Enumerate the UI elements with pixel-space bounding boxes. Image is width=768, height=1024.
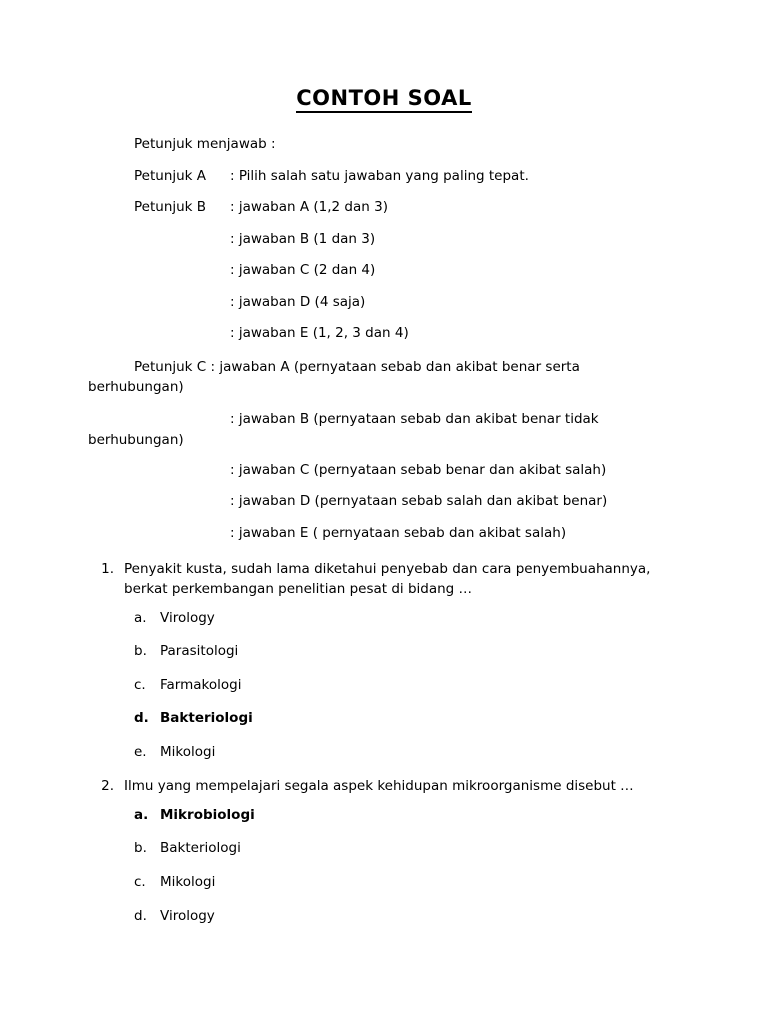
- option-item[interactable]: [134, 840, 680, 858]
- question-2-row: [88, 777, 680, 797]
- instruction-label-c: Petunjuk C: [134, 358, 207, 375]
- instruction-value-c5: : jawaban E ( pernyataan sebab dan akibat salah): [230, 524, 567, 541]
- instruction-value-b3: : jawaban C (2 dan 4): [230, 262, 376, 279]
- instruction-value-c4: : jawaban D (pernyataan sebab salah dan akibat benar): [230, 493, 608, 510]
- option-text: Mikrobiologi: [160, 806, 255, 823]
- question-2-number: 2.: [101, 778, 114, 795]
- question-2-options: [134, 807, 680, 925]
- instruction-value-c-second: : jawaban B (pernyataan sebab dan akibat benar tidak: [230, 411, 599, 428]
- instruction-value-c-first-cont: berhubungan): [88, 379, 184, 396]
- question-list: [88, 560, 680, 925]
- instructions-block: [134, 136, 680, 343]
- question-1-row: [88, 560, 680, 599]
- option-letter: b.: [134, 643, 147, 660]
- question-item-1: [88, 560, 680, 761]
- page-title: [88, 86, 680, 110]
- question-1-options: [134, 610, 680, 762]
- instruction-value-b: : jawaban A (1,2 dan 3): [230, 199, 388, 216]
- question-2-text: Ilmu yang mempelajari segala aspek kehidupan mikroorganisme disebut …: [124, 778, 634, 795]
- option-text: Bakteriologi: [160, 710, 253, 727]
- instruction-row-b: [134, 199, 680, 217]
- instruction-value-b4: : jawaban D (4 saja): [230, 293, 366, 310]
- instruction-value-b5: : jawaban E (1, 2, 3 dan 4): [230, 325, 409, 342]
- instruction-value-c-second-cont: berhubungan): [88, 431, 184, 448]
- option-text: Virology: [160, 907, 215, 924]
- option-letter: a.: [134, 806, 149, 823]
- instruction-label-b: Petunjuk B: [134, 199, 207, 216]
- instruction-row-c2: [88, 409, 680, 450]
- option-item[interactable]: [134, 744, 680, 762]
- instruction-value-c3: : jawaban C (pernyataan sebab benar dan akibat salah): [230, 461, 607, 478]
- option-item-correct[interactable]: [134, 807, 680, 825]
- option-text: Farmakologi: [160, 676, 242, 693]
- page-title-text: CONTOH SOAL: [296, 86, 471, 113]
- option-text: Mikologi: [160, 873, 216, 890]
- option-item-correct[interactable]: [134, 710, 680, 728]
- option-letter: e.: [134, 743, 147, 760]
- instruction-row-c: [88, 357, 680, 398]
- option-item[interactable]: [134, 874, 680, 892]
- question-item-2: [88, 777, 680, 925]
- question-1-number: 1.: [101, 561, 114, 578]
- option-letter: a.: [134, 609, 147, 626]
- instructions-heading: Petunjuk menjawab :: [134, 136, 276, 152]
- option-text: Bakteriologi: [160, 840, 241, 857]
- option-letter: c.: [134, 873, 146, 890]
- option-text: Mikologi: [160, 743, 216, 760]
- option-item[interactable]: [134, 610, 680, 628]
- instruction-label-a: Petunjuk A: [134, 167, 207, 184]
- option-item[interactable]: [134, 908, 680, 926]
- option-item[interactable]: [134, 677, 680, 695]
- option-letter: b.: [134, 840, 147, 857]
- option-letter: d.: [134, 907, 147, 924]
- instruction-c-rest: [134, 462, 680, 543]
- instruction-value-a: : Pilih salah satu jawaban yang paling tepat.: [230, 167, 529, 184]
- option-letter: d.: [134, 710, 149, 727]
- instruction-value-b2: : jawaban B (1 dan 3): [230, 230, 376, 247]
- instruction-row-a: [134, 168, 680, 186]
- option-text: Parasitologi: [160, 643, 239, 660]
- option-letter: c.: [134, 676, 146, 693]
- option-text: Virology: [160, 609, 215, 626]
- question-1-text: Penyakit kusta, sudah lama diketahui penyebab dan cara penyembuahannya, berkat perkembangan penelitian pesat di bidang …: [124, 561, 651, 598]
- option-item[interactable]: [134, 643, 680, 661]
- instruction-value-c-first: : jawaban A (pernyataan sebab dan akibat benar serta: [210, 358, 580, 375]
